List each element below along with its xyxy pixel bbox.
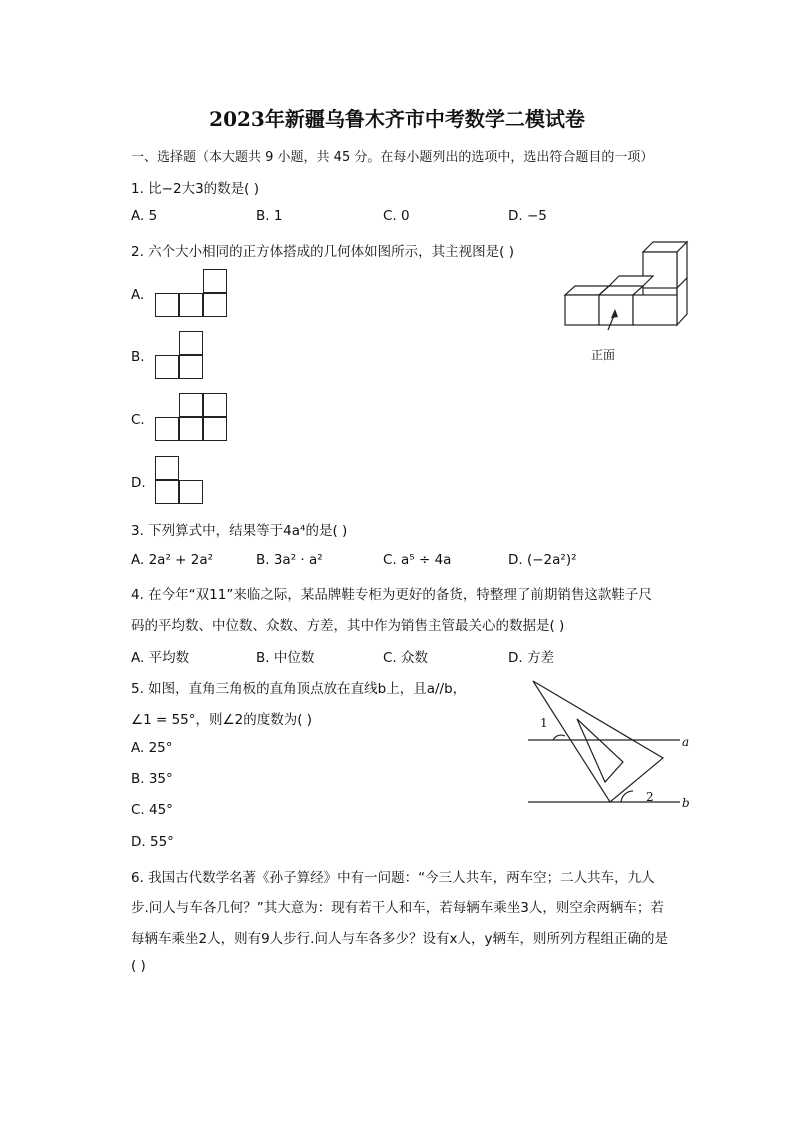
- q4-option-b: B. 中位数: [256, 650, 315, 666]
- q3-option-a: A. 2a² + 2a²: [131, 552, 214, 568]
- q2-option-a-figure: [155, 268, 232, 319]
- question-4-line2: 码的平均数、中位数、众数、方差，其中作为销售主管最关心的数据是( ): [131, 618, 565, 634]
- question-5-line1: 5. 如图，直角三角板的直角顶点放在直线b上，且a//b，: [131, 681, 467, 697]
- q5-angle-1-label: 1: [540, 716, 548, 730]
- q2-option-b-figure: [155, 331, 207, 383]
- question-2-stem: 2. 六个大小相同的正方体搭成的几何体如图所示，其主视图是( ): [131, 244, 514, 260]
- q5-option-c: C. 45°: [131, 802, 173, 818]
- q4-option-c: C. 众数: [383, 650, 429, 666]
- page-title: 2023年新疆乌鲁木齐市中考数学二模试卷: [209, 107, 585, 131]
- q5-option-d: D. 55°: [131, 834, 174, 850]
- q2-front-label: 正面: [591, 348, 616, 362]
- question-4-line1: 4. 在今年“双11”来临之际，某品牌鞋专柜为更好的备货，特整理了前期销售这款鞋子尺: [131, 587, 652, 603]
- q5-triangle-figure: [525, 678, 695, 813]
- section-heading: 一、选择题（本大题共 9 小题，共 45 分。在每小题列出的选项中，选出符合题目的一项）: [131, 150, 654, 165]
- question-1-stem: 1. 比−2大3的数是( ): [131, 181, 259, 197]
- q2-option-a-label: A.: [131, 287, 145, 303]
- q1-option-c: C. 0: [383, 208, 410, 224]
- q5-line-a-label: a: [682, 735, 690, 749]
- q5-angle-2-label: 2: [646, 790, 654, 804]
- q5-option-b: B. 35°: [131, 771, 173, 787]
- q2-option-c-figure: [155, 393, 231, 445]
- q4-option-a: A. 平均数: [131, 650, 190, 666]
- question-3-stem: 3. 下列算式中，结果等于4a⁴的是( ): [131, 523, 348, 539]
- q4-option-d: D. 方差: [508, 650, 554, 666]
- question-6-line1: 6. 我国古代数学名著《孙子算经》中有一问题：“今三人共车，两车空；二人共车，九人: [131, 870, 655, 886]
- q2-option-b-label: B.: [131, 349, 145, 365]
- question-6-line4: ( ): [131, 958, 146, 974]
- q2-cube-figure: [560, 238, 695, 368]
- q5-option-a: A. 25°: [131, 740, 173, 756]
- question-5-line2: ∠1 = 55°，则∠2的度数为( ): [131, 712, 313, 728]
- q3-option-c: C. a⁵ ÷ 4a: [383, 552, 452, 568]
- q3-option-b: B. 3a² · a²: [256, 552, 323, 568]
- question-6-line3: 每辆车乘坐2人，则有9人步行.问人与车各多少？设有x人，y辆车，则所列方程组正确的是: [131, 931, 668, 947]
- q1-option-d: D. −5: [508, 208, 547, 224]
- q1-option-b: B. 1: [256, 208, 283, 224]
- q5-line-b-label: b: [682, 796, 690, 810]
- q1-option-a: A. 5: [131, 208, 158, 224]
- q3-option-d: D. (−2a²)²: [508, 552, 577, 568]
- q2-option-d-figure: [155, 456, 207, 508]
- question-6-line2: 步.问人与车各几何？”其大意为：现有若干人和车，若每辆车乘坐3人，则空余两辆车；若: [131, 900, 664, 916]
- q2-option-d-label: D.: [131, 475, 146, 491]
- q2-option-c-label: C.: [131, 412, 145, 428]
